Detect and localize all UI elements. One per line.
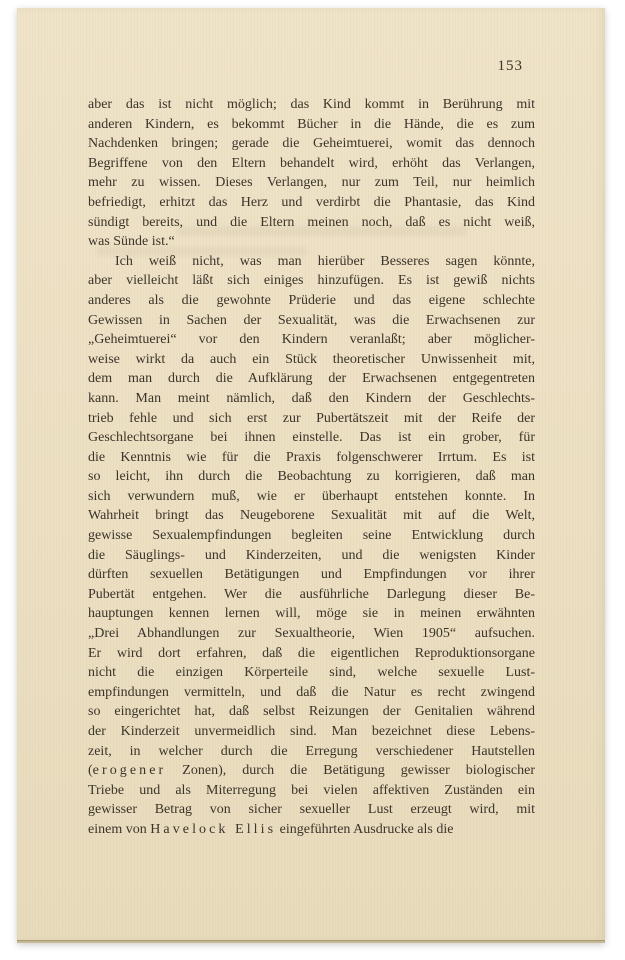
text-line bbox=[88, 624, 535, 644]
text-line bbox=[88, 252, 535, 272]
text-block bbox=[88, 95, 535, 840]
text-line bbox=[88, 644, 535, 664]
text-line bbox=[88, 683, 535, 703]
letterspaced-text: erogener bbox=[92, 763, 167, 779]
text-line bbox=[88, 604, 535, 624]
text-segment: Ich weiß nicht, was man hierüber Besseres sagen könnte, bbox=[115, 253, 535, 269]
text-segment: aber vielleicht läßt sich einiges hinzufügen. Es ist gewiß nichts bbox=[88, 273, 535, 289]
text-line bbox=[88, 409, 535, 429]
text-segment: so leicht, ihn durch die Beobachtung zu korrigieren, daß man bbox=[88, 469, 535, 485]
text-segment: Nachdenken bringen; gerade die Geheimtuerei, womit das dennoch bbox=[88, 136, 535, 152]
text-segment: Triebe und als Miterregung bei vielen affektiven Zuständen ein bbox=[88, 782, 535, 798]
text-segment: Pubertät entgehen. Wer die ausführliche Darlegung dieser Be- bbox=[88, 586, 535, 602]
text-segment: der Kinderzeit unvermeidlich sind. Man bezeichnet diese Lebens- bbox=[88, 724, 535, 739]
text-segment: anderes als die gewohnte Prüderie und das eigene schlechte bbox=[88, 292, 535, 308]
text-segment: „Geheimtuerei“ vor den Kindern veranlaßt; aber möglicher- bbox=[88, 332, 535, 348]
text-line bbox=[88, 702, 535, 722]
text-line bbox=[88, 506, 535, 526]
text-segment: befriedigt, erhitzt das Herz und verdirbt die Phantasie, das Kind bbox=[88, 194, 535, 210]
text-segment: Zonen), durch die Betätigung gewisser biologischer bbox=[166, 763, 535, 779]
text-line bbox=[88, 291, 535, 311]
text-segment: einem von bbox=[88, 821, 151, 837]
text-line bbox=[88, 193, 535, 213]
text-segment: hauptungen kennen lernen will, möge sie in meinen erwähnten bbox=[88, 606, 535, 622]
text-segment: dürften sexuellen Betätigungen und Empfindungen vor ihrer bbox=[88, 567, 535, 583]
text-line bbox=[88, 428, 535, 448]
text-segment: eingeführten Ausdrucke als die bbox=[276, 821, 454, 837]
text-segment: gewisse Sexualempfindungen begleiten seine Entwicklung durch bbox=[88, 528, 535, 544]
text-line bbox=[88, 95, 535, 115]
text-segment: kann. Man meint nämlich, daß den Kindern der Geschlechts- bbox=[88, 390, 535, 406]
book-page bbox=[17, 8, 605, 943]
text-line bbox=[88, 781, 535, 801]
text-line bbox=[88, 311, 535, 331]
text-line bbox=[88, 467, 535, 487]
text-line bbox=[88, 800, 535, 820]
text-line bbox=[88, 134, 535, 154]
text-segment: dem man durch die Aufklärung der Erwachsenen entgegentreten bbox=[88, 371, 535, 387]
text-line bbox=[88, 154, 535, 174]
text-segment: sündigt bereits, und die Eltern meinen noch, daß es nicht weiß, bbox=[88, 214, 535, 230]
text-line bbox=[88, 565, 535, 585]
text-line bbox=[88, 585, 535, 605]
text-segment: empfindungen vermitteln, und daß die Natur es recht zwingend bbox=[88, 684, 535, 700]
text-segment: nicht die einzigen Körperteile sind, welche sexuelle Lust- bbox=[88, 665, 535, 681]
text-line bbox=[88, 271, 535, 291]
text-segment: anderen Kindern, es bekommt Bücher in die Hände, die es zum bbox=[88, 116, 535, 132]
text-line bbox=[88, 115, 535, 135]
text-line bbox=[88, 663, 535, 683]
text-line bbox=[88, 487, 535, 507]
page-number: 153 bbox=[497, 58, 523, 74]
text-line bbox=[88, 546, 535, 566]
text-segment: Er wird dort erfahren, daß die eigentlichen Reproduktionsorgane bbox=[88, 645, 535, 661]
text-line bbox=[88, 173, 535, 193]
text-segment: die Kenntnis wie für die Praxis folgenschwerer Irrtum. Es ist bbox=[88, 449, 535, 465]
text-segment: mehr zu wissen. Dieses Verlangen, nur zum Teil, nur heimlich bbox=[88, 175, 535, 191]
text-line bbox=[88, 742, 535, 762]
text-line bbox=[88, 820, 535, 840]
text-segment: „Drei Abhandlungen zur Sexualtheorie, Wien 1905“ aufsuchen. bbox=[88, 626, 535, 642]
letterspaced-text: Havelock Ellis bbox=[150, 821, 277, 837]
text-segment: Geschlechtsorgane bei ihnen einstelle. Das ist ein grober, für bbox=[88, 430, 535, 446]
text-line bbox=[88, 369, 535, 389]
text-line bbox=[88, 761, 535, 781]
text-segment: zeit, in welcher durch die Erregung verschiedener Hautstellen bbox=[88, 743, 535, 759]
text-segment: was Sünde ist.“ bbox=[88, 234, 175, 250]
text-segment: Wahrheit bringt das Neugeborene Sexualität mit auf die Welt, bbox=[88, 508, 535, 524]
text-segment: Begriffene von den Eltern behandelt wird, erhöht das Verlangen, bbox=[88, 155, 535, 171]
text-segment: gewisser Betrag von sicher sexueller Lust erzeugt wird, mit bbox=[88, 802, 535, 818]
text-line bbox=[88, 330, 535, 350]
text-segment: trieb fehle und sich erst zur Pubertätszeit mit der Reife der bbox=[88, 410, 535, 426]
text-segment: sich verwundern muß, wie er überhaupt entstehen konnte. In bbox=[88, 488, 535, 504]
text-line bbox=[88, 526, 535, 546]
text-line bbox=[88, 232, 535, 252]
text-line bbox=[88, 213, 535, 233]
text-line bbox=[88, 722, 535, 742]
text-segment: die Säuglings- und Kinderzeiten, und die wenigsten Kinder bbox=[88, 547, 535, 563]
text-segment: Gewissen in Sachen der Sexualität, was die Erwachsenen zur bbox=[88, 312, 535, 328]
text-segment: weise wirkt da auch ein Stück theoretischer Unwissenheit mit, bbox=[88, 351, 535, 367]
text-segment: ( bbox=[88, 763, 93, 779]
text-segment: so eingerichtet hat, daß selbst Reizungen der Genitalien während bbox=[88, 704, 535, 720]
text-line bbox=[88, 389, 535, 409]
text-segment: aber das ist nicht möglich; das Kind kommt in Berührung mit bbox=[88, 97, 535, 112]
text-line bbox=[88, 448, 535, 468]
text-line bbox=[88, 350, 535, 370]
